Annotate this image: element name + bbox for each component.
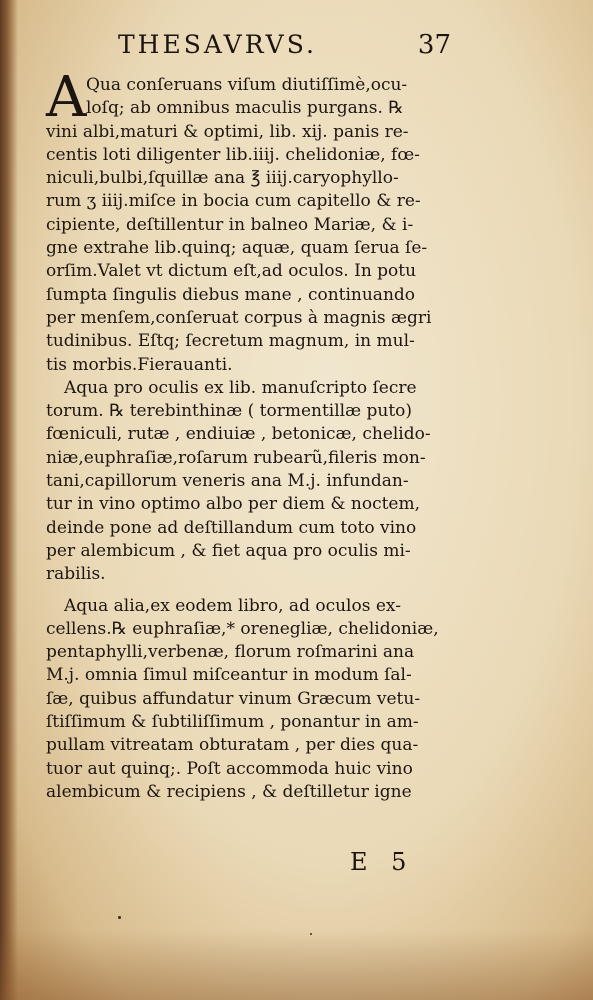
- page-bottom-shadow: [0, 930, 593, 1000]
- text-line: Aqua pro oculis ex lib. manuſcripto ſecre: [64, 377, 417, 398]
- text-line: pullam vitreatam obturatam , per dies qua-: [46, 735, 419, 756]
- text-line: tudinibus. Eſtq; ſecretum magnum, in mul-: [46, 331, 415, 352]
- text-line: niæ,euphraſiæ,roſarum rubearũ,fileris mon-: [46, 447, 426, 468]
- text-line: per alembicum , & fiet aqua pro oculis mi-: [46, 540, 411, 561]
- text-line: torum. ℞ terebinthinæ ( tormentillæ puto): [46, 401, 413, 422]
- page-gutter-shadow: [0, 0, 18, 1000]
- text-line: gne extrahe lib.quinq; aquæ, quam ſerua ſe-: [46, 238, 428, 259]
- ink-speck: [310, 933, 312, 935]
- text-line: loſq; ab omnibus maculis purgans. ℞: [86, 98, 404, 119]
- text-line: ſumpta ſingulis diebus mane , continuando: [46, 284, 416, 305]
- text-line: per menſem,conſeruat corpus à magnis ægri: [46, 307, 432, 328]
- page-header: [0, 30, 593, 70]
- text-line: ſæ, quibus affundatur vinum Græcum vetu-: [46, 688, 421, 709]
- text-line: cellens.℞ euphraſiæ,* orenegliæ, chelidoniæ,: [46, 618, 439, 639]
- page-number: 37: [417, 30, 451, 60]
- text-line: rum ʒ iiij.miſce in bocia cum capitello & re-: [46, 191, 421, 212]
- text-line: tis morbis.Fierauanti.: [46, 354, 233, 375]
- text-line: Aqua alia,ex eodem libro, ad oculos ex-: [64, 595, 401, 616]
- drop-cap-initial: A: [46, 65, 87, 130]
- text-line: tur in vino optimo albo per diem & noctem,: [46, 494, 420, 515]
- text-line: ſtiſſimum & ſubtiliſſimum , ponantur in am-: [46, 712, 419, 733]
- text-line: M.j. omnia ſimul miſceantur in modum ſal-: [46, 665, 412, 686]
- text-line: deinde pone ad deſtillandum cum toto vino: [46, 517, 417, 538]
- paragraph-2: [46, 377, 546, 587]
- text-line: pentaphylli,verbenæ, florum roſmarini ana: [46, 642, 415, 663]
- signature-mark: E 5: [350, 848, 415, 876]
- text-line: rabilis.: [46, 564, 106, 585]
- running-head: THESAVRVS.: [118, 30, 317, 59]
- text-line: fœniculi, rutæ , endiuiæ , betonicæ, chelido-: [46, 424, 431, 445]
- text-line: niculi,bulbi,ſquillæ ana ℥ iiij.caryophyllo-: [46, 168, 399, 189]
- text-line: centis loti diligenter lib.iiij. chelidoniæ, fœ-: [46, 144, 420, 165]
- paragraph-3: [46, 595, 546, 805]
- text-line: vini albi,maturi & optimi, lib. xij. panis re-: [46, 121, 409, 142]
- text-line: tuor aut quinq;. Poſt accommoda huic vino: [46, 758, 413, 779]
- text-line: tani,capillorum veneris ana M.j. infundan-: [46, 471, 409, 492]
- text-line: Qua conſeruans viſum diutiſſimè,ocu-: [86, 75, 408, 95]
- text-line: orſim.Valet vt dictum eſt,ad oculos. In potu: [46, 261, 417, 282]
- ink-speck: [118, 916, 121, 919]
- text-line: alembicum & recipiens , & deſtilletur igne: [46, 781, 412, 802]
- body-text: [46, 74, 546, 804]
- text-line: cipiente, deſtillentur in balneo Mariæ, & i-: [46, 214, 414, 235]
- paragraph-1: [46, 74, 546, 377]
